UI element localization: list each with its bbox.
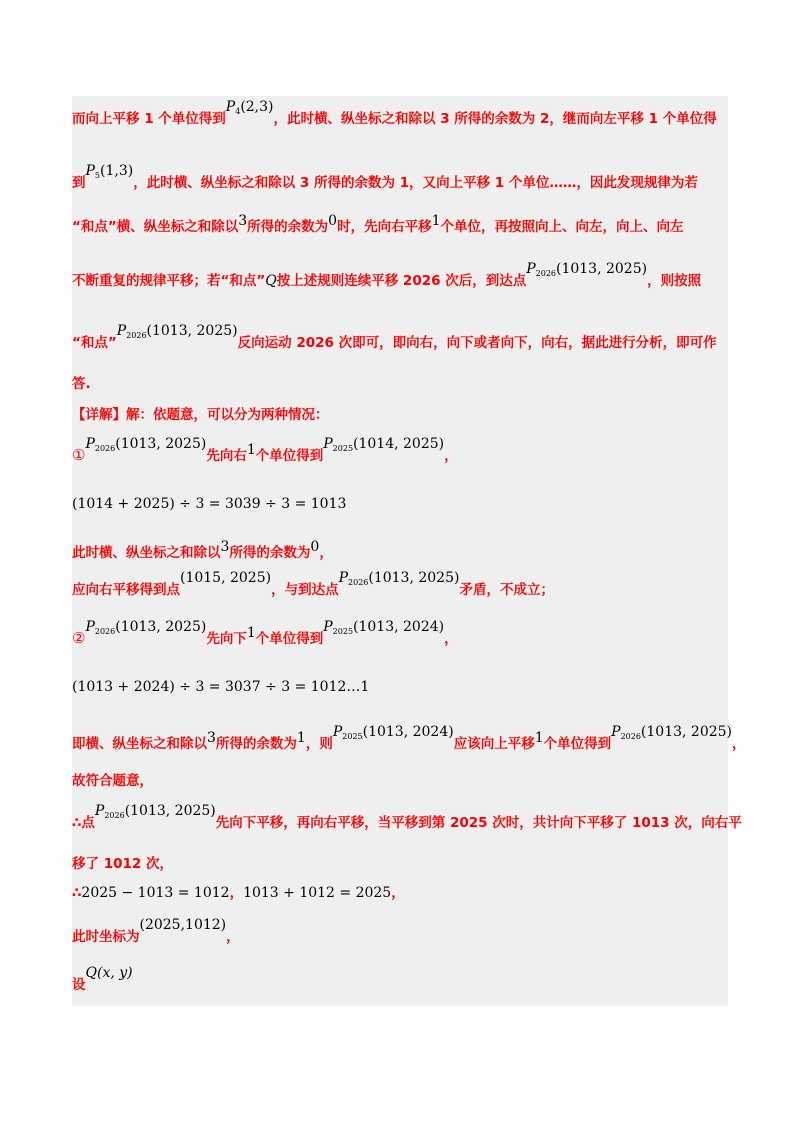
line-15 <box>72 772 153 790</box>
line-12 <box>72 619 458 653</box>
number: 3 <box>207 730 216 746</box>
point-coord: (2025,1012) <box>139 917 227 933</box>
number: 1 <box>296 730 306 746</box>
line-17 <box>72 855 173 873</box>
text: 所得的余数为 <box>229 545 311 561</box>
line-20 <box>72 965 133 994</box>
point-p4: $P_4(2,3)$ <box>225 99 274 116</box>
line-18 <box>72 884 405 902</box>
line-10 <box>72 539 333 562</box>
number: 3 <box>238 213 248 229</box>
text: ∴点 <box>72 815 95 831</box>
text: 先向下 <box>206 631 247 647</box>
text: 时，先向右平移 <box>337 219 432 235</box>
line-5 <box>72 323 717 357</box>
point-p2026: $P_{2026}(1013$, 2025) <box>94 803 216 820</box>
text: ，与到达点 <box>271 582 339 598</box>
text: ， <box>444 448 458 464</box>
text: ，则 <box>305 736 333 752</box>
equation: (1014 + 2025) ÷ 3 = 3039 ÷ 3 = 1013 <box>72 496 347 512</box>
point-p2026: $P_{2026}(1013$, 2025) <box>526 261 648 278</box>
text: “和点”横、纵坐标之和除以 <box>72 219 239 235</box>
text: 解：依题意，可以分为两种情况： <box>126 407 329 423</box>
line-13 <box>72 678 369 696</box>
text: 移了 1012 次， <box>72 856 173 872</box>
text: 即横、纵坐标之和除以 <box>72 736 207 752</box>
line-4 <box>72 261 702 295</box>
number: 1 <box>246 625 256 641</box>
point-p2025: $P_{2025}(1013$, 2024) <box>323 619 445 636</box>
text: 此时横、纵坐标之和除以 <box>72 545 221 561</box>
point-q: Q <box>265 273 277 289</box>
point-q: Q(x, y) <box>85 965 133 981</box>
text: ，此时横、纵坐标之和除以 3 所得的余数为 1，又向上平移 1 个单位……，因此发现规律为若 <box>133 175 698 191</box>
text: 应向右平移得到点 <box>72 582 180 598</box>
case-1-marker: ① <box>72 446 86 464</box>
text: 设 <box>72 977 86 993</box>
detail-label: 【详解】 <box>72 407 126 423</box>
line-8 <box>72 436 458 470</box>
line-1 <box>72 99 717 133</box>
therefore-symbol: ∴ <box>72 885 82 901</box>
text: 此时坐标为 <box>72 929 140 945</box>
number: 1 <box>246 442 256 458</box>
text: 个单位得到 <box>255 448 324 464</box>
text: ， <box>226 929 240 945</box>
point-p2026: $P_{2026}(1013$, 2025) <box>611 724 733 741</box>
text: “和点” <box>72 335 117 351</box>
line-19 <box>72 917 240 946</box>
text: 个单位得到 <box>543 736 612 752</box>
text: 而向上平移 1 个单位得到 <box>72 111 226 127</box>
point-p2026: $P_{2026}(1013$, 2025) <box>338 570 460 587</box>
text: 先向下平移，再向右平移，当平移到第 2025 次时，共计向下平移了 1013 次，向右平 <box>215 815 742 831</box>
point-p2026: $P_{2026}(1013$, 2025) <box>116 323 238 340</box>
point-p2026: $P_{2026}(1013$, 2025) <box>85 436 207 453</box>
text: 反向运动 2026 次即可，即向右，向下或者向下，向右，据此进行分析，即可作 <box>237 335 717 351</box>
text: 不断重复的规律平移；若“和点” <box>72 273 266 289</box>
text: ， <box>444 631 458 647</box>
point-p2025: $P_{2025}(1013$, 2024) <box>332 724 454 741</box>
text: 按上述规则连续平移 2026 次后，到达点 <box>276 273 527 289</box>
number: 3 <box>220 539 230 555</box>
text: ，则按照 <box>647 273 702 289</box>
text: ， <box>391 885 405 901</box>
point-p2025: $P_{2025}(1014$, 2025) <box>323 436 445 453</box>
text: 到 <box>72 175 86 191</box>
text: 应该向上平移 <box>453 736 535 752</box>
line-6 <box>72 375 91 393</box>
text: ， <box>732 736 746 752</box>
number: 1 <box>431 213 441 229</box>
text: 故符合题意， <box>72 773 153 789</box>
line-7 <box>72 406 329 424</box>
text: 先向右 <box>206 448 247 464</box>
line-9 <box>72 495 346 513</box>
point-p5: $P_5(1,3)$ <box>85 163 134 180</box>
equation: 2025 − 1013 = 1012 <box>81 885 230 901</box>
text: 个单位，再按照向上、向左，向上、向左 <box>440 219 684 235</box>
point-coord: (1015, 2025) <box>180 570 272 586</box>
line-3 <box>72 213 684 236</box>
text: 答. <box>72 376 91 392</box>
line-2 <box>72 163 698 197</box>
point-p2026: $P_{2026}(1013$, 2025) <box>85 619 207 636</box>
text: 矛盾，不成立； <box>459 582 554 598</box>
text: ，此时横、纵坐标之和除以 3 所得的余数为 2，继而向左平移 1 个单位得 <box>273 111 717 127</box>
number: 0 <box>328 213 338 229</box>
text: ， <box>229 885 244 901</box>
number: 0 <box>310 539 320 555</box>
text: 所得的余数为 <box>215 736 297 752</box>
equation: (1013 + 2024) ÷ 3 = 3037 ÷ 3 = 1012…1 <box>72 679 370 695</box>
equation: 1013 + 1012 = 2025 <box>243 885 392 901</box>
text: ， <box>319 545 333 561</box>
text: 个单位得到 <box>255 631 324 647</box>
line-16 <box>72 803 742 837</box>
line-11 <box>72 570 554 604</box>
text: 所得的余数为 <box>247 219 329 235</box>
line-14 <box>72 724 746 758</box>
number: 1 <box>534 730 544 746</box>
case-2-marker: ② <box>72 629 86 647</box>
